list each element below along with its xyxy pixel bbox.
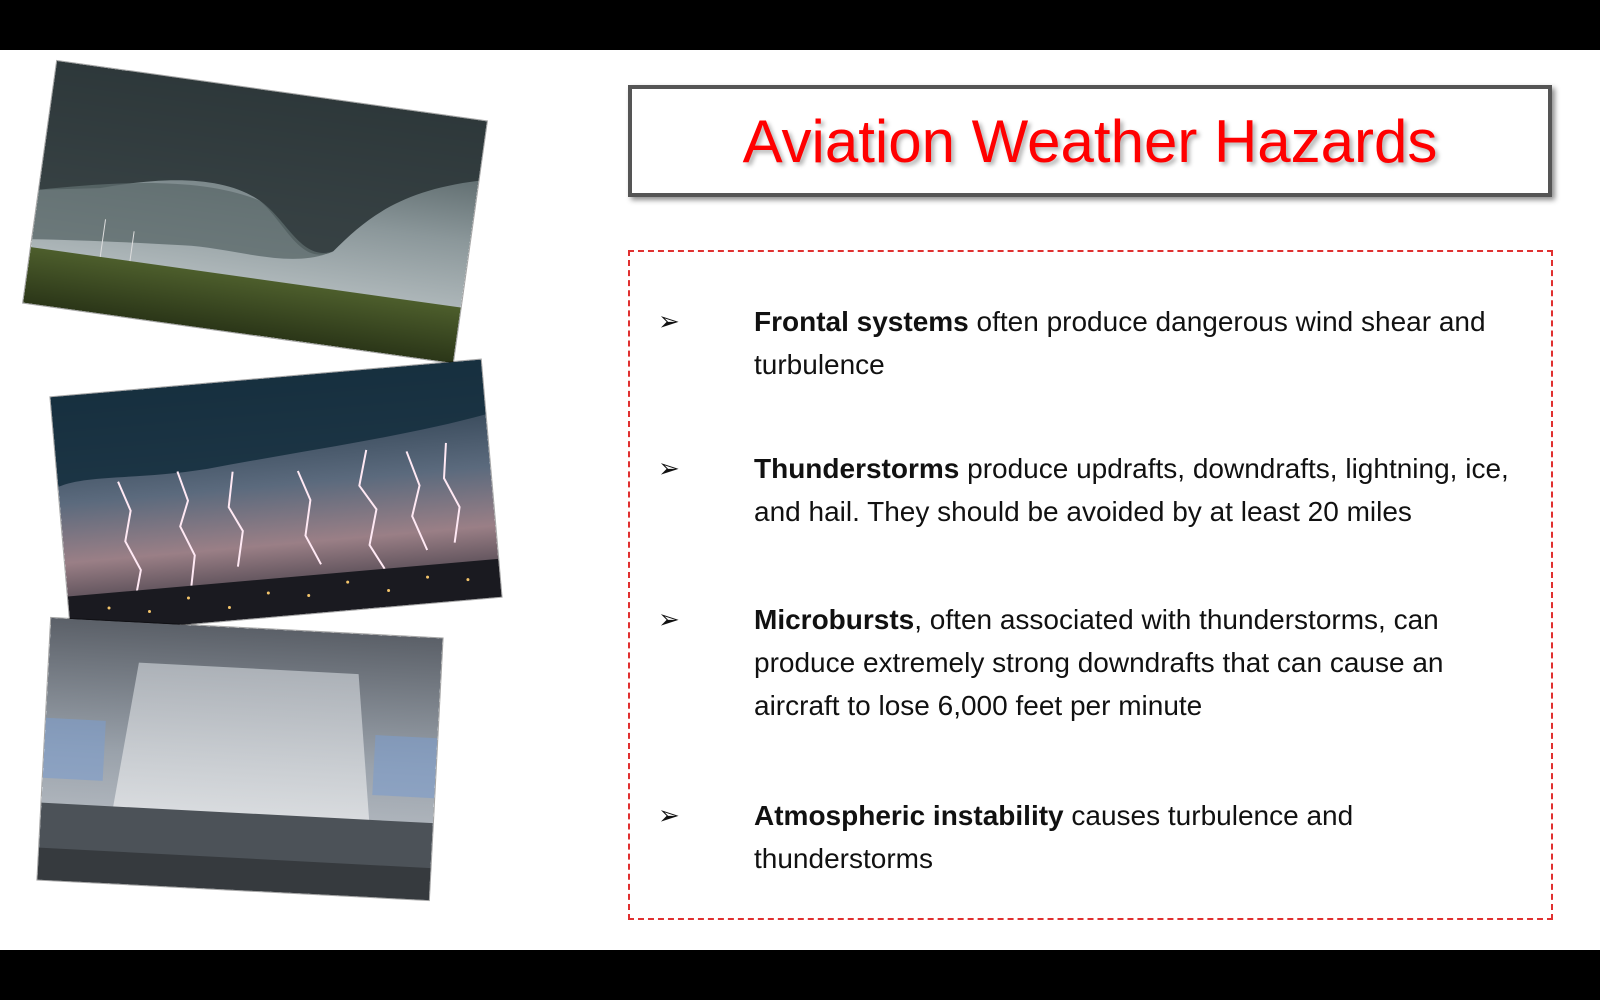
bullet-item <box>658 794 1518 880</box>
arrow-bullet-icon: ➢ <box>658 604 680 634</box>
slide-title: Aviation Weather Hazards <box>742 107 1438 175</box>
bullet-text <box>754 598 1518 727</box>
bullet-term: Atmospheric instability <box>754 800 1064 831</box>
arrow-bullet-icon: ➢ <box>658 306 680 336</box>
letterbox-top <box>0 0 1600 50</box>
bullet-term: Frontal systems <box>754 306 969 337</box>
arrow-bullet-icon: ➢ <box>658 453 680 483</box>
arrow-bullet-icon: ➢ <box>658 800 680 830</box>
bullet-description: produce updrafts, downdrafts, lightning, ice, and hail. They should be avoided by at least 20 miles <box>754 453 1509 527</box>
microburst-photo <box>37 618 442 900</box>
bullet-item <box>658 598 1518 727</box>
storm-cloud-photo <box>23 61 487 363</box>
letterbox-bottom <box>0 950 1600 1000</box>
content-box <box>628 250 1553 920</box>
slide <box>0 50 1600 950</box>
bullet-text <box>754 447 1518 533</box>
bullet-term: Thunderstorms <box>754 453 960 484</box>
bullet-item <box>658 300 1518 386</box>
bullet-text <box>754 794 1518 880</box>
title-box <box>628 85 1552 197</box>
bullet-description: , often associated with thunderstorms, can produce extremely strong downdrafts that can cause an aircraft to lose 6,000 feet per minute <box>754 604 1444 721</box>
bullet-description: causes turbulence and thunderstorms <box>754 800 1354 874</box>
lightning-photo <box>50 360 501 635</box>
bullet-description: often produce dangerous wind shear and turbulence <box>754 306 1486 380</box>
bullet-text <box>754 300 1518 386</box>
bullet-item <box>658 447 1518 533</box>
bullet-term: Microbursts <box>754 604 915 635</box>
